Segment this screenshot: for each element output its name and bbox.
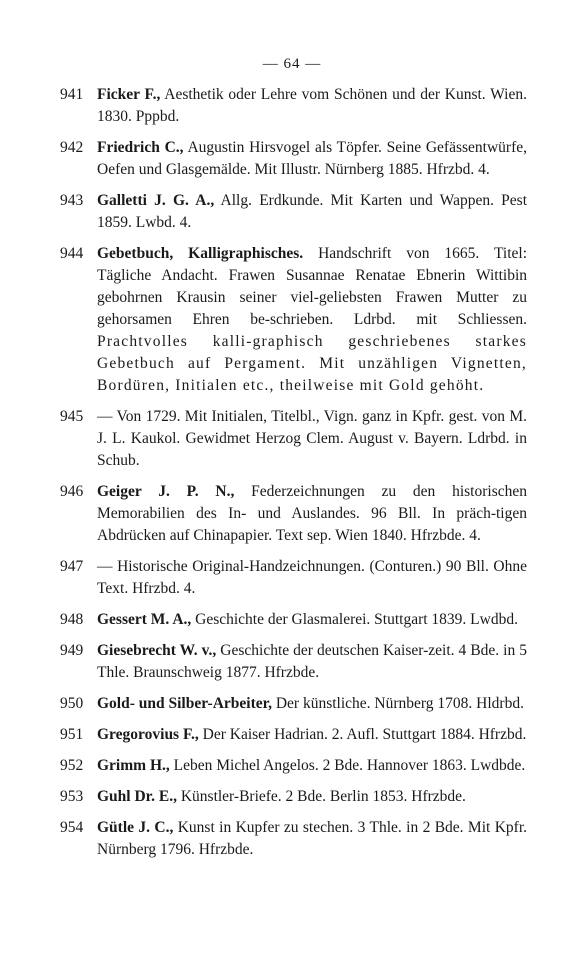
catalog-entry (0, 755, 584, 777)
entry-author: Guhl Dr. E., (97, 788, 177, 805)
entry-description: Künstler-Briefe. 2 Bde. Berlin 1853. Hfrzbde. (176, 788, 466, 805)
entry-number: 941 (60, 86, 84, 103)
entry-description: Allg. Erdkunde. Mit Karten und Wappen. Pest 1859. Lwbd. 4. (97, 192, 528, 231)
entry-number: 951 (60, 726, 84, 743)
catalog-entry (0, 84, 584, 128)
entry-number: 943 (60, 192, 84, 209)
entry-author: Gütle J. C., (97, 819, 174, 836)
catalog-entry (0, 243, 584, 397)
catalog-entry (0, 786, 584, 808)
entry-description: Federzeichnungen zu den historischen Memorabilien des In- und Auslandes. 96 Bll. In präch-tigen Abdrücken auf Chinapapier. Text sep. Wien 1840. Hfrzbde. 4. (97, 483, 528, 544)
entry-description: Augustin Hirsvogel als Töpfer. Seine Gefässentwürfe, Oefen und Glasgemälde. Mit Illustr. Nürnberg 1885. Hfrzbd. 4. (97, 139, 527, 178)
entry-description: Der Kaiser Hadrian. 2. Aufl. Stuttgart 1884. Hfrzbd. (198, 726, 527, 743)
entry-text (97, 755, 527, 777)
catalog-entry (0, 406, 584, 472)
entry-description: — Von 1729. Mit Initialen, Titelbl., Vign. ganz in Kpfr. gest. von M. J. L. Kaukol. Gewidmet Herzog Clem. August v. Bayern. Ldrbd. in Schub. (97, 408, 527, 469)
catalog-entry (0, 609, 584, 631)
entry-author: Gebetbuch, Kalligraphisches. (97, 245, 304, 262)
entry-author: Friedrich C., (97, 139, 184, 156)
entry-description: Leben Michel Angelos. 2 Bde. Hannover 1863. Lwdbde. (169, 757, 526, 774)
entry-text (97, 556, 527, 600)
entry-number: 949 (60, 642, 84, 659)
entry-description: — Historische Original-Handzeichnungen. (Conturen.) 90 Bll. Ohne Text. Hfrzbd. 4. (97, 558, 527, 597)
entry-author: Gregorovius F., (97, 726, 199, 743)
catalog-entry (0, 817, 584, 861)
entry-number: 952 (60, 757, 84, 774)
entry-author: Grimm H., (97, 757, 170, 774)
entry-list (0, 84, 584, 870)
entry-description: Der künstliche. Nürnberg 1708. Hldrbd. (271, 695, 524, 712)
entry-author: Ficker F., (97, 86, 161, 103)
entry-text (97, 817, 527, 861)
catalog-entry (0, 724, 584, 746)
entry-highlight: Prachtvolles kalli-graphisch geschriebenes starkes Gebetbuch auf Pergament. Mit unzähligen Vignetten, Bordüren, Initialen etc., theilweise mit Gold gehöht. (97, 333, 527, 394)
entry-text (97, 724, 527, 746)
catalog-entry (0, 693, 584, 715)
entry-text (97, 84, 527, 128)
entry-author: Geiger J. P. N., (97, 483, 235, 500)
entry-text (97, 640, 527, 684)
entry-text (97, 609, 527, 631)
page-number: — 64 — (262, 56, 322, 72)
entry-number: 947 (60, 558, 84, 575)
entry-description: Geschichte der deutschen Kaiser-zeit. 4 Bde. in 5 Thle. Braunschweig 1877. Hfrzbde. (97, 642, 528, 681)
entry-number: 954 (60, 819, 84, 836)
entry-author: Gessert M. A., (97, 611, 192, 628)
catalog-entry (0, 556, 584, 600)
entry-text (97, 406, 527, 472)
entry-number: 948 (60, 611, 84, 628)
catalog-entry (0, 481, 584, 547)
catalog-entry (0, 137, 584, 181)
entry-text (97, 786, 527, 808)
entry-number: 946 (60, 483, 84, 500)
entry-description: Kunst in Kupfer zu stechen. 3 Thle. in 2 Bde. Mit Kpfr. Nürnberg 1796. Hfrzbde. (97, 819, 527, 858)
entry-number: 942 (60, 139, 84, 156)
entry-text (97, 693, 527, 715)
entry-text (97, 190, 527, 234)
entry-number: 953 (60, 788, 84, 805)
entry-description: Handschrift von 1665. Titel: Tägliche Andacht. Frawen Susannae Renatae Ebnerin Wittibin gebohrnen Krausin seiner viel-geliebsten Frawen Mutter zu gehorsamen Ehren be-schrieben. Ldrbd. mit Schliessen. (97, 245, 527, 328)
entry-text (97, 137, 527, 181)
entry-number: 944 (60, 245, 84, 262)
catalog-entry (0, 190, 584, 234)
entry-number: 945 (60, 408, 84, 425)
catalog-entry (0, 640, 584, 684)
entry-author: Giesebrecht W. v., (97, 642, 217, 659)
entry-number: 950 (60, 695, 84, 712)
entry-author: Gold- und Silber-Arbeiter, (97, 695, 272, 712)
entry-author: Galletti J. G. A., (97, 192, 215, 209)
entry-text (97, 481, 527, 547)
entry-description: Aesthetik oder Lehre vom Schönen und der Kunst. Wien. 1830. Pppbd. (97, 86, 527, 125)
entry-description: Geschichte der Glasmalerei. Stuttgart 1839. Lwdbd. (191, 611, 518, 628)
entry-text (97, 243, 527, 397)
